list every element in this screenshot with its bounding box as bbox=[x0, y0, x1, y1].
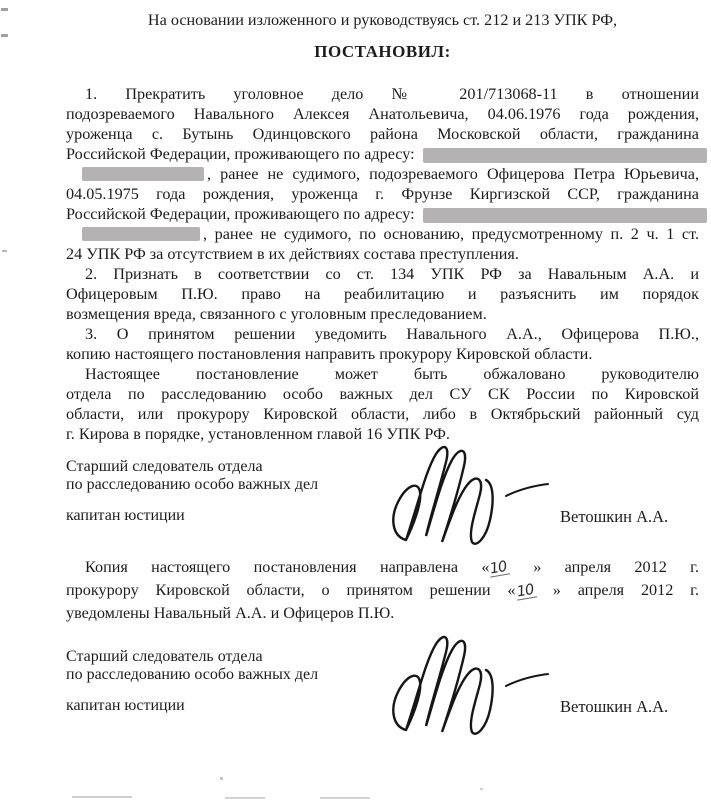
redaction-bar bbox=[423, 148, 707, 163]
redaction-bar bbox=[82, 167, 204, 181]
text-line: Настоящее постановление может быть обжаловано руководителю bbox=[85, 365, 699, 383]
text-line: 04.05.1975 года рождения, уроженца г. Фрунзе Киргизской ССР, гражданина bbox=[66, 185, 699, 203]
signer-rank: капитан юстиции bbox=[66, 507, 185, 524]
text-line: копию настоящего постановления направить прокурору Кировской области. bbox=[66, 345, 593, 363]
signature-icon bbox=[382, 634, 560, 746]
copy-paragraph bbox=[66, 556, 699, 625]
line-text: » апреля 2012 г. bbox=[535, 581, 700, 599]
signer-title-line1: Старший следователь отдела bbox=[66, 648, 263, 665]
text-line: отдела по расследованию особо важных дел СУ СК России по Кировской bbox=[66, 385, 699, 403]
text-line bbox=[66, 224, 699, 244]
text-line: г. Кирова в порядке, установленном главой 16 УПК РФ. bbox=[66, 425, 450, 443]
line-text: » апреля 2012 г. bbox=[509, 558, 699, 576]
text-line: возмещения вреда, связанного с уголовным преследованием. bbox=[66, 305, 487, 323]
signature-icon bbox=[382, 444, 560, 556]
handwritten-date: 10 bbox=[514, 582, 537, 600]
signer-name: Ветошкин А.А. bbox=[560, 697, 669, 716]
scan-speck bbox=[2, 250, 7, 252]
scan-noise bbox=[480, 788, 483, 790]
text-line: подозреваемого Навального Алексея Анатольевича, 04.06.1976 года рождения, bbox=[66, 105, 699, 123]
signature-block-1 bbox=[66, 458, 699, 568]
line-text: Копия настоящего постановления направлена « bbox=[85, 558, 490, 576]
text-line: 3. О принятом решении уведомить Навального А.А., Офицерова П.Ю., bbox=[85, 325, 699, 343]
signer-title-line2: по расследованию особо важных дел bbox=[66, 665, 319, 683]
text-line bbox=[66, 579, 699, 602]
text-line bbox=[66, 144, 699, 164]
redaction-bar bbox=[82, 227, 200, 241]
text-line bbox=[66, 164, 699, 184]
scan-noise bbox=[225, 797, 265, 799]
scan-speck bbox=[1, 34, 8, 37]
text-line: уроженца с. Бутынь Одинцовского района Московской области, гражданина bbox=[66, 125, 699, 143]
scan-speck bbox=[1, 8, 8, 11]
line-text: прокурору Кировской области, о принятом решении « bbox=[66, 581, 516, 599]
line-text: уведомлены Навальный А.А. и Офицеров П.Ю. bbox=[66, 604, 395, 622]
text-line: 2. Признать в соответствии со ст. 134 УПК РФ за Навальным А.А. и bbox=[85, 265, 699, 283]
scan-noise bbox=[320, 797, 370, 799]
intro-line: На основании изложенного и руководствуясь ст. 212 и 213 УПК РФ, bbox=[147, 11, 618, 29]
line-text: , ранее не судимого, подозреваемого Офицерова Петра Юрьевича, bbox=[207, 165, 699, 183]
text-line bbox=[66, 556, 699, 579]
signature-block-2 bbox=[66, 648, 699, 758]
text-line: 24 УПК РФ за отсутствием в их действиях состава преступления. bbox=[66, 245, 519, 263]
signer-title-line2: по расследованию особо важных дел bbox=[66, 475, 319, 493]
redaction-bar bbox=[423, 208, 707, 223]
text-line: Офицеровым П.Ю. право на реабилитацию и разъяснить им порядок bbox=[66, 285, 699, 303]
signer-name: Ветошкин А.А. bbox=[560, 507, 669, 526]
scan-noise bbox=[72, 796, 132, 798]
handwritten-date: 10 bbox=[488, 559, 511, 577]
text-line: области, или прокурору Кировской области, либо в Октябрьский районный суд bbox=[66, 405, 699, 423]
document-body bbox=[66, 84, 699, 444]
text-line bbox=[66, 602, 699, 625]
text-line bbox=[66, 204, 699, 224]
line-text: , ранее не судимого, по основанию, предусмотренному п. 2 ч. 1 ст. bbox=[203, 225, 699, 243]
signer-rank: капитан юстиции bbox=[66, 697, 185, 714]
resolution-heading: ПОСТАНОВИЛ: bbox=[314, 42, 451, 61]
line-text: Российской Федерации, проживающего по адресу: bbox=[66, 205, 415, 223]
line-text: Российской Федерации, проживающего по адресу: bbox=[66, 145, 415, 163]
text-line: 1. Прекратить уголовное дело № 201/713068-11 в отношении bbox=[85, 85, 699, 103]
signer-title-line1: Старший следователь отдела bbox=[66, 458, 263, 475]
scan-noise bbox=[220, 777, 223, 780]
